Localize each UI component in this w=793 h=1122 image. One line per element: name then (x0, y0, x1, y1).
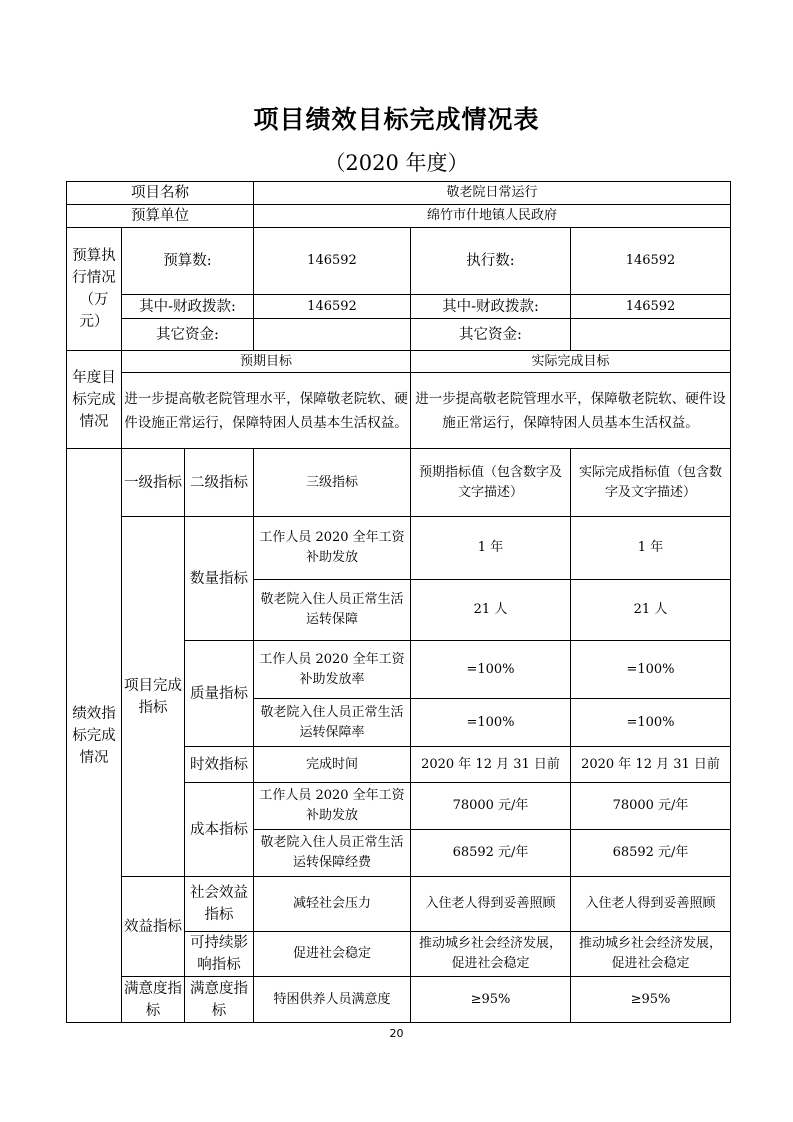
col-expected: 预期指标值（包含数字及文字描述） (411, 449, 571, 517)
level3-cell: 敬老院入住人员正常生活运转保障率 (254, 699, 411, 747)
expected-cell: 推动城乡社会经济发展，促进社会稳定 (411, 932, 571, 977)
annual-header-row (67, 351, 731, 373)
actual-cell: =100% (571, 699, 731, 747)
other-value-1 (254, 319, 411, 351)
project-name-row (67, 182, 731, 205)
annual-text-row (67, 373, 731, 449)
fiscal-value-1: 146592 (254, 295, 411, 319)
col-actual: 实际完成指标值（包含数字及文字描述） (571, 449, 731, 517)
other-label-1: 其它资金: (122, 319, 254, 351)
expected-cell: =100% (411, 699, 571, 747)
project-name-value: 敬老院日常运行 (254, 182, 731, 205)
expected-cell: =100% (411, 641, 571, 699)
fiscal-value-2: 146592 (571, 295, 731, 319)
expected-cell: 78000 元/年 (411, 783, 571, 830)
expected-cell: 1 年 (411, 517, 571, 580)
actual-cell: 68592 元/年 (571, 830, 731, 877)
col-level2: 二级指标 (185, 449, 254, 517)
expected-cell: 2020 年 12 月 31 日前 (411, 747, 571, 783)
level3-cell: 敬老院入住人员正常生活运转保障 (254, 580, 411, 641)
expected-cell: 入住老人得到妥善照顾 (411, 877, 571, 932)
table-row (67, 977, 731, 1023)
actual-target-text: 进一步提高敬老院管理水平，保障敬老院软、硬件设施正常运行，保障特困人员基本生活权益。 (411, 373, 731, 449)
perf-section-label: 绩效指标完成情况 (67, 449, 122, 1023)
table-row (67, 517, 731, 580)
group-project: 项目完成指标 (122, 517, 185, 877)
group-benefit: 效益指标 (122, 877, 185, 977)
performance-table (66, 181, 731, 1023)
other-value-2 (571, 319, 731, 351)
sub-quantity: 数量指标 (185, 517, 254, 641)
level3-cell: 完成时间 (254, 747, 411, 783)
sub-satisfaction: 满意度指标 (185, 977, 254, 1023)
col-level1: 一级指标 (122, 449, 185, 517)
level3-cell: 促进社会稳定 (254, 932, 411, 977)
actual-cell: 推动城乡社会经济发展，促进社会稳定 (571, 932, 731, 977)
budget-unit-value: 绵竹市什地镇人民政府 (254, 205, 731, 228)
expected-cell: 68592 元/年 (411, 830, 571, 877)
level3-cell: 特困供养人员满意度 (254, 977, 411, 1023)
budget-value: 146592 (254, 228, 411, 295)
actual-cell: 78000 元/年 (571, 783, 731, 830)
sub-cost: 成本指标 (185, 783, 254, 877)
budget-row-2 (67, 295, 731, 319)
exec-label: 执行数: (411, 228, 571, 295)
budget-row-1 (67, 228, 731, 295)
budget-section-label: 预算执行情况（万元） (67, 228, 122, 351)
level3-cell: 敬老院入住人员正常生活运转保障经费 (254, 830, 411, 877)
sub-sustain: 可持续影响指标 (185, 932, 254, 977)
actual-cell: 2020 年 12 月 31 日前 (571, 747, 731, 783)
budget-unit-label: 预算单位 (67, 205, 254, 228)
actual-cell: ≥95% (571, 977, 731, 1023)
budget-unit-row (67, 205, 731, 228)
page-number: 20 (389, 1027, 404, 1040)
sub-quality: 质量指标 (185, 641, 254, 747)
fiscal-label-2: 其中-财政拨款: (411, 295, 571, 319)
expected-cell: 21 人 (411, 580, 571, 641)
actual-target-header: 实际完成目标 (411, 351, 731, 373)
col-level3: 三级指标 (254, 449, 411, 517)
actual-cell: 1 年 (571, 517, 731, 580)
page-subtitle: （2020 年度） (324, 151, 469, 175)
level3-cell: 工作人员 2020 全年工资补助发放 (254, 783, 411, 830)
fiscal-label-1: 其中-财政拨款: (122, 295, 254, 319)
annual-section-label: 年度目标完成情况 (67, 351, 122, 449)
project-name-label: 项目名称 (67, 182, 254, 205)
table-row (67, 877, 731, 932)
budget-label: 预算数: (122, 228, 254, 295)
actual-cell: =100% (571, 641, 731, 699)
page-title: 项目绩效目标完成情况表 (253, 105, 540, 134)
level3-cell: 减轻社会压力 (254, 877, 411, 932)
expected-target-header: 预期目标 (122, 351, 411, 373)
budget-row-3 (67, 319, 731, 351)
expected-cell: ≥95% (411, 977, 571, 1023)
level3-cell: 工作人员 2020 全年工资补助发放 (254, 517, 411, 580)
sub-time: 时效指标 (185, 747, 254, 783)
actual-cell: 21 人 (571, 580, 731, 641)
actual-cell: 入住老人得到妥善照顾 (571, 877, 731, 932)
other-label-2: 其它资金: (411, 319, 571, 351)
exec-value: 146592 (571, 228, 731, 295)
group-satisfaction: 满意度指标 (122, 977, 185, 1023)
level3-cell: 工作人员 2020 全年工资补助发放率 (254, 641, 411, 699)
perf-header-row (67, 449, 731, 517)
sub-social: 社会效益指标 (185, 877, 254, 932)
expected-target-text: 进一步提高敬老院管理水平，保障敬老院软、硬件设施正常运行，保障特困人员基本生活权益。 (122, 373, 411, 449)
